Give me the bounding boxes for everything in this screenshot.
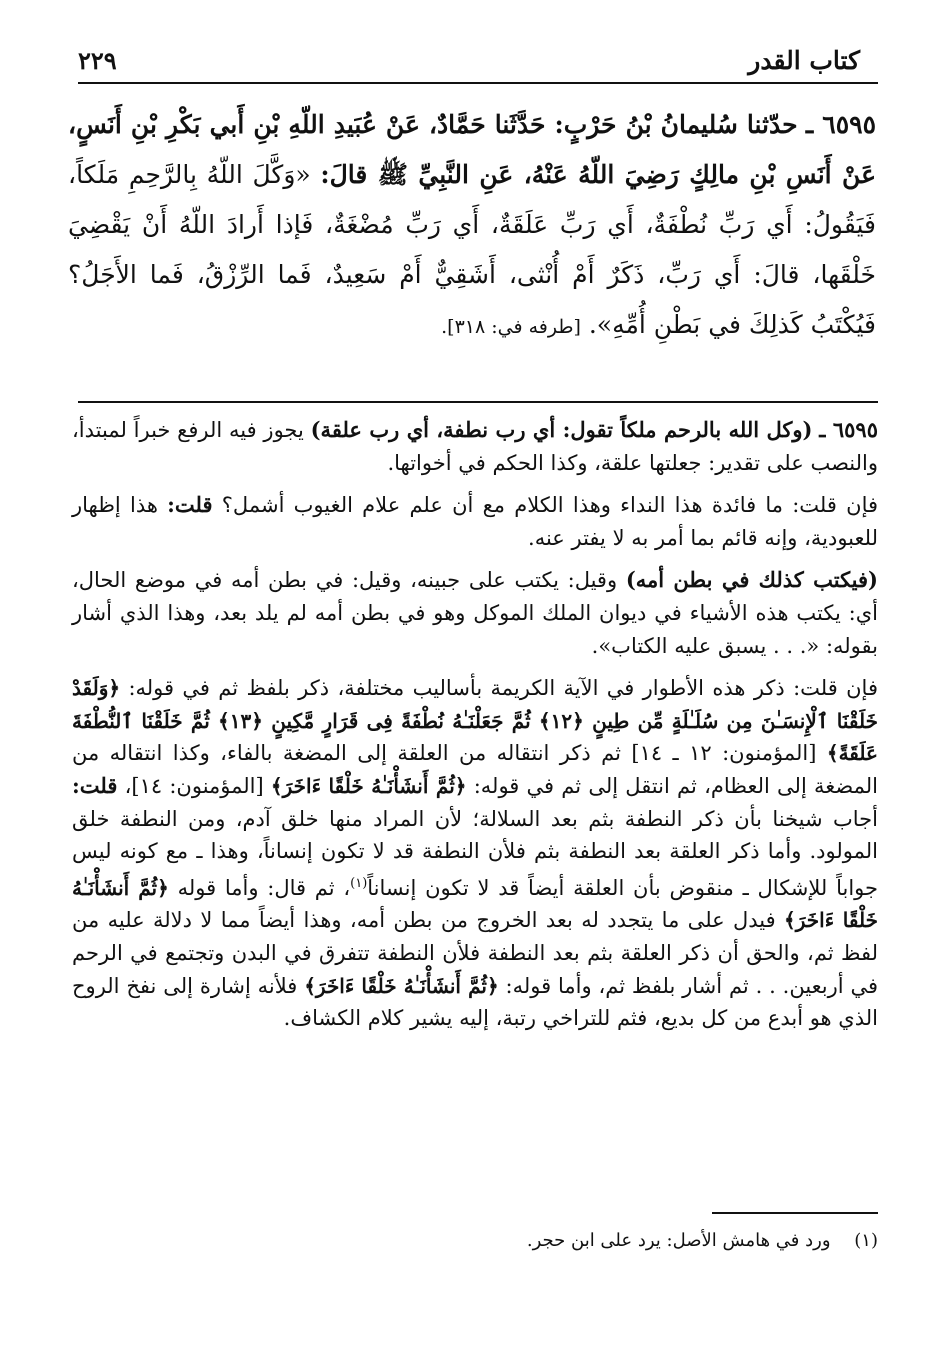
commentary-text: وقيل: يكتب على جبينه، وقيل: في بطن أمه في موضع الحال، أي: يكتب هذه الأشياء في ديوان الملك الموكل وهو في بطن أمه لم يلد بعد، وهذا الذي أشار بقوله: «. . . يسبق عليه الكتاب». <box>72 568 878 658</box>
commentary-answer-label: قلت: <box>167 492 213 518</box>
section-rule <box>78 401 878 403</box>
hadith-number: ٦٥٩٥ ـ <box>805 110 876 139</box>
commentary-text: هذا إظهار للعبودية، وإنه قائم بما أمر به لا يفتر عنه. <box>72 493 878 550</box>
commentary-lemma: (وكل الله بالرحم ملكاً تقول: أي رب نطفة، أي رب علقة) <box>310 417 813 442</box>
footnote-number: (١) <box>854 1230 878 1251</box>
commentary-text: أجاب شيخنا بأن ذكر النطفة بثم بعد السلالة؛ لأن المراد منها خلق آدم، ومن النطفة خلق المولود. وأما ذكر العلقة بعد النطفة بثم فلأن النطفة قد لا تكون إنساناً، وهذا ـ مع كونه ليس جواباً للإشكال ـ منقوض بأن العلقة أيضاً قد لا تكون إنساناً <box>72 806 878 900</box>
commentary-text: فإن قلت: ذكر هذه الأطوار في الآية الكريمة بأساليب مختلفة، ذكر بلفظ ثم في قوله: <box>128 676 878 701</box>
commentary-paragraph <box>72 414 878 479</box>
commentary-text: فلأنه إشارة إلى نفخ الروح الذي هو أبدع من كل بديع، فثم للتراخي رتبة، إليه يشير كلام الكشاف. <box>72 973 878 1031</box>
header-rule <box>78 82 878 84</box>
quran-verse: ﴿ثُمَّ أَنشَأْنَـٰهُ خَلْقًا ءَاخَرَ﴾ <box>304 973 499 998</box>
hadith-matn: «وَكَّلَ اللّهُ بِالرَّحِمِ مَلَكاً، فَيَقُولُ: أَي رَبِّ نُطْفَةٌ، أَي رَبِّ عَلَقَةٌ، أَي رَبِّ مُضْغَةٌ، فَإذا أَرادَ اللّهُ أَنْ يَقْضِيَ خَلْقَها، قالَ: أَي رَبِّ، ذَكَرٌ أَمْ أُنْثى، أَشَقِيٌّ أَمْ سَعِيدٌ، فَما الرِّزْقُ، فَما الأَجَلُ؟ فَيُكْتَبُ كَذلِكَ في بَطْنِ أُمِّهِ». <box>68 160 876 339</box>
footnote-text: ورد في هامش الأصل: يرد على ابن حجر. <box>526 1230 831 1251</box>
commentary-text: فإن قلت: ما فائدة هذا النداء وهذا الكلام مع أن علم علام الغيوب أشمل؟ <box>221 493 879 518</box>
commentary-number: ٦٥٩٥ ـ <box>819 417 878 442</box>
footnote <box>300 1228 878 1254</box>
hadith-isnad: حدّثنا سُليمانُ بْنُ حَرْبٍ: حَدَّثَنا حَمَّادٌ، عَنْ عُبَيدِ اللّهِ بْنِ أَبي بَكْرِ بْنِ أَنَسٍ، عَنْ أَنَسِ بْنِ مالِكٍ رَضِيَ اللّهُ عَنْهُ، عَنِ النَّبِيِّ ﷺ قالَ: <box>68 110 876 189</box>
quran-verse: ﴿ثُمَّ أَنشَأْنَـٰهُ خَلْقًا ءَاخَرَ﴾ <box>270 773 467 798</box>
commentary-text: يجوز فيه الرفع خبراً لمبتدأ، والنصب على تقدير: جعلتها علقة، وكذا الحكم في أخواتها. <box>72 418 878 475</box>
commentary-paragraph <box>72 672 878 1035</box>
footnote-marker[interactable]: (١) <box>350 875 368 891</box>
quran-verse: ﴿ثُمَّ أَنشَأْنَـٰهُ خَلْقًا ءَاخَرَ﴾ <box>72 875 878 933</box>
page-number: ٢٢٩ <box>78 45 117 75</box>
commentary-answer-label: قلت: <box>72 772 118 798</box>
quran-verse: ﴿وَلَقَدْ خَلَقْنَا ٱلْإِنسَـٰنَ مِن سُلَـٰلَةٍ مِّن طِينٍ ﴿١٢﴾ ثُمَّ جَعَلْنَـٰهُ نُطْفَةً فِى قَرَارٍ مَّكِينٍ ﴿١٣﴾ ثُمَّ خَلَقْنَا ٱلنُّطْفَةَ عَلَقَةً﴾ <box>72 676 878 766</box>
commentary-text: [المؤمنون: ١٤]، <box>124 773 264 798</box>
commentary-paragraph <box>72 564 878 662</box>
commentary <box>72 414 878 1045</box>
chapter-title: كتاب القدر <box>748 45 860 75</box>
commentary-text: ، ثم قال: وأما قوله <box>177 875 351 900</box>
commentary-paragraph <box>72 489 878 554</box>
hadith-reference: [طرفه في: ٣١٨]. <box>441 316 581 338</box>
commentary-text: [المؤمنون: ١٢ ـ ١٤] ثم ذكر انتقاله من العلقة إلى المضغة بالفاء، وكذا انتقاله من المضغة إلى العظام، ثم انتقل إلى ثم في قوله: <box>72 741 878 798</box>
commentary-text: فيدل على ما يتجدد له بعد الخروج من بطن أمه، وهذا أيضاً مما لا دلالة عليه من لفظ ثم، والحق أن ذكر العلقة بثم بعد النطفة فلأن النطفة تتفرق في البدن وتجتمع في الرحم في أربعين. . . ثم أشار بلفظ ثم، وأما قوله: <box>72 908 879 998</box>
commentary-lemma: (فيكتب كذلك في بطن أمه) <box>625 567 878 593</box>
footnote-rule <box>712 1212 878 1214</box>
page-header <box>78 40 860 80</box>
hadith-text <box>68 100 876 352</box>
